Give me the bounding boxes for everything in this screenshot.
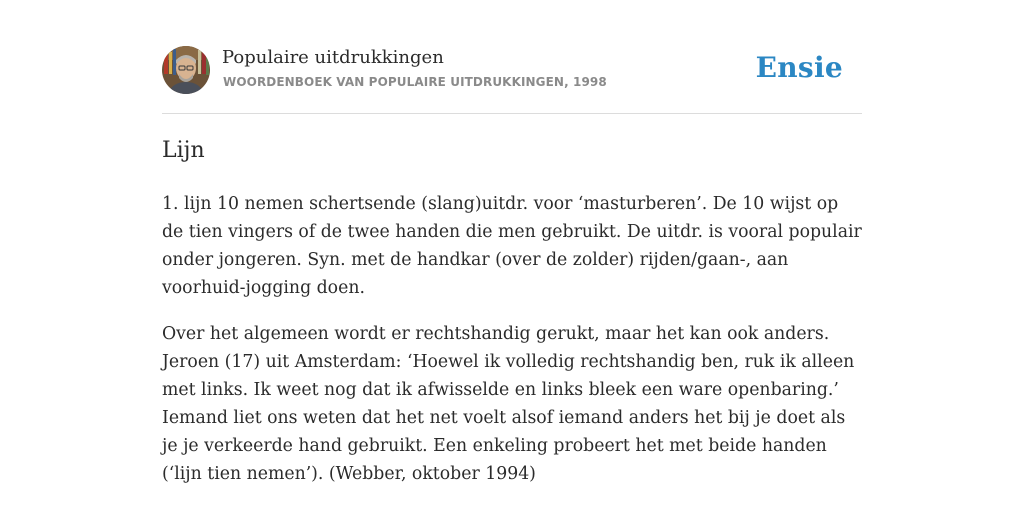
entry-body (162, 190, 864, 506)
source-title[interactable]: Populaire uitdrukkingen (222, 47, 444, 68)
source-header (162, 46, 862, 114)
entry-card (162, 46, 862, 484)
source-subtitle: WOORDENBOEK VAN POPULAIRE UITDRUKKINGEN, 1998 (223, 75, 607, 89)
entry-title: Lijn (162, 138, 205, 163)
ensie-logo[interactable]: Ensie (755, 51, 843, 84)
author-portrait-icon[interactable] (162, 46, 210, 94)
entry-paragraph-definition: 1. lijn 10 nemen schertsende (slang)uitdr. voor ‘masturberen’. De 10 wijst op de tien vingers of de twee handen die men gebruikt. De uitdr. is vooral populair onder jongeren. Syn. met de handkar (over de zolder) rijden/gaan-, aan voorhuid-jogging doen. (162, 194, 862, 298)
entry-paragraph-quote: Over het algemeen wordt er rechtshandig gerukt, maar het kan ook anders. Jeroen (17) uit Amsterdam: ‘Hoewel ik volledig rechtshandig ben, ruk ik alleen met links. Ik weet nog dat ik afwisselde en links bleek een ware openbaring.’ Iemand liet ons weten dat het net voelt alsof iemand anders het bij je doet als je je verkeerde hand gebruikt. Een enkeling probeert het met beide handen (‘lijn tien nemen’). (Webber, oktober 1994) (162, 324, 855, 484)
